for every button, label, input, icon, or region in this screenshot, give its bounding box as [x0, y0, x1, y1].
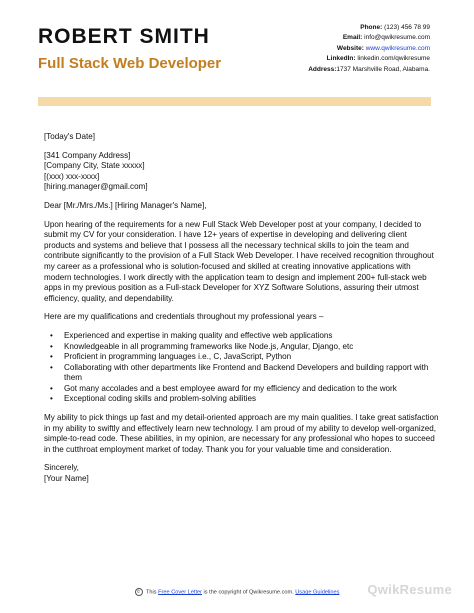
contact-label: Phone:: [360, 24, 383, 31]
contact-email: [308, 33, 430, 43]
footer-text: is the copyright of Qwikresume.com.: [203, 589, 294, 596]
website-link[interactable]: www.qwikresume.com: [365, 44, 430, 52]
list-item: • Knowledgeable in all programming frameworks like Node.js, Angular, Django, etc: [44, 342, 439, 353]
qualifications-list: [44, 331, 439, 405]
usage-guidelines-link[interactable]: [295, 589, 339, 595]
contact-value: 1737 Marshville Road, Alabama.: [336, 65, 430, 73]
recipient-line: [341 Company Address]: [44, 150, 131, 160]
footer-text: This: [146, 589, 157, 596]
contact-label: LinkedIn:: [326, 55, 356, 63]
letter-date: [Today's Date]: [44, 132, 96, 141]
closing: Sincerely,: [44, 463, 79, 473]
job-title: Full Stack Web Developer: [38, 55, 222, 72]
qualifications-intro: Here are my qualifications and credentials throughout my professional years –: [44, 312, 324, 322]
usage-text: Usage: [295, 589, 312, 596]
qwikresume-watermark-logo: QwikResume: [367, 582, 452, 597]
recipient-line: [hiring.manager@gmail.com]: [44, 182, 148, 192]
contact-label: Email:: [342, 34, 363, 42]
list-item: • Got many accolades and a best employee award for my efficiency and dedication to the work: [44, 384, 439, 395]
list-item: • Exceptional coding skills and problem-solving abilities: [44, 394, 439, 405]
salutation: Dear [Mr./Mrs./Ms.] [Hiring Manager's Name],: [44, 200, 207, 210]
contact-label: Website:: [336, 44, 364, 52]
contact-label: Address:: [308, 65, 337, 73]
list-item: • Proficient in programming languages i.e., C, JavaScript, Python: [44, 352, 439, 363]
guidelines-text: Guidelines: [313, 589, 340, 596]
contact-phone: [308, 23, 430, 33]
body-paragraph-1: Upon hearing of the requirements for a new Full Stack Web Developer post at your company, I decided to submit my CV for your consideration. I have 12+ years of expertise in developing and delivering client products and systems and believe that I possess all the necessary technical skills to join the team and contribute significantly to the provision of a Full Stack Web Developer. I have received recognition throughout my career as a professional who is solution-focused and skilled at creating innovative applications with modern technologies. I work directly with the application team to design and implement 200+ full-stack web apps in my previous position as a Full-stack Developer for XYZ Software Solutions, assuring their utmost efficiency, quality, and dependability.: [44, 219, 434, 303]
closing-block: [44, 463, 439, 484]
contact-address: [308, 65, 430, 75]
header-divider-bar: [38, 97, 431, 106]
body-paragraph-2: My ability to pick things up fast and my detail-oriented approach are my main qualities. I take great satisfaction in my ability to swiftly and effectively learn new technology. I am proud of my ability to develop well-organized, simple-to-read code. These abilities, in my opinion, are necessary for any professional who hopes to succeed in the cutthroat employment market of today. Thank you for your valuable time and consideration.: [44, 413, 439, 454]
letter-body: [44, 132, 439, 493]
list-item: • Experienced and expertise in making quality and effective web applications: [44, 331, 439, 342]
contact-website: [308, 44, 430, 54]
contact-value: (123) 456 78 99: [384, 24, 430, 31]
recipient-line: [(xxx) xxx-xxxx]: [44, 171, 100, 181]
list-item: • Collaborating with other departments like Frontend and Backend Developers and building rapport with them: [44, 363, 439, 384]
applicant-name: ROBERT SMITH: [38, 25, 210, 48]
contact-value: linkedin.com/qwikresume: [357, 55, 430, 63]
recipient-line: [Company City, State xxxxx]: [44, 161, 145, 171]
copyright-icon: ©: [135, 588, 143, 596]
contact-block: [308, 23, 430, 75]
signature-name: [Your Name]: [44, 474, 89, 484]
recipient-address: [44, 151, 439, 193]
contact-linkedin: [308, 54, 430, 64]
contact-value: info@qwikresume.com: [364, 34, 430, 42]
free-cover-letter-link[interactable]: Free Cover Letter: [158, 589, 202, 596]
